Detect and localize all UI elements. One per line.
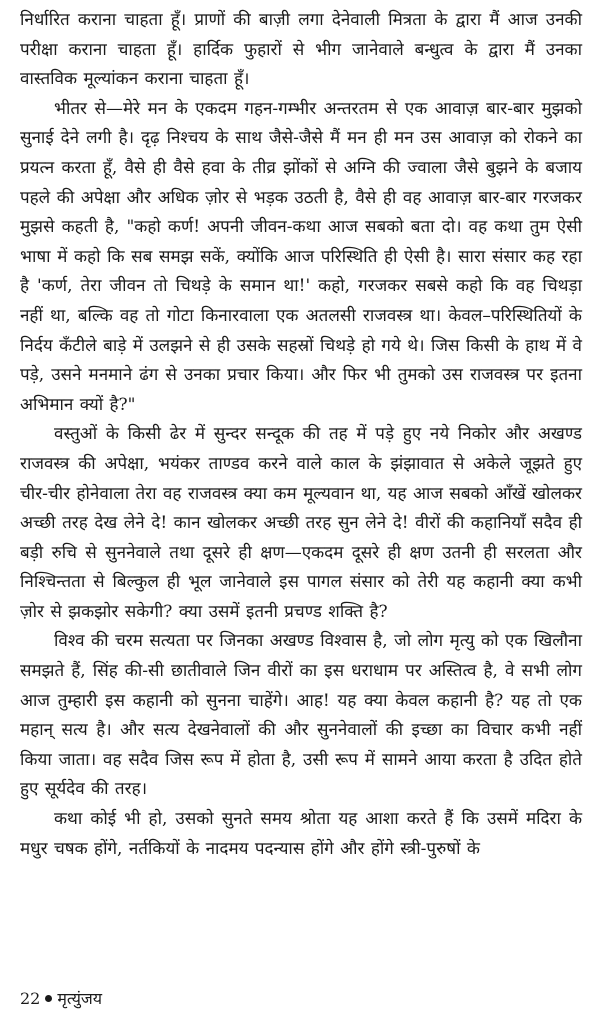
page-body	[20, 6, 582, 864]
paragraph-1: निर्धारित कराना चाहता हूँ। प्राणों की बाज़ी लगा देनेवाली मित्रता के द्वारा मैं आज उनकी परीक्षा कराना चाहता हूँ। हार्दिक फुहारों से भीग जानेवाले बन्धुत्व के द्वारा मैं उनका वास्तविक मूल्यांकन कराना चाहता हूँ।	[20, 10, 582, 90]
paragraph-3: वस्तुओं के किसी ढेर में सुन्दर सन्दूक की तह में पड़े हुए नये निकोर और अखण्ड राजवस्त्र की अपेक्षा, भयंकर ताण्डव करने वाले काल के झंझावात से अकेले जूझते हुए चीर-चीर होनेवाला तेरा वह राजवस्त्र क्या कम मूल्यवान था, यह आज सबको आँखें खोलकर अच्छी तरह देख लेने दे! कान खोलकर अच्छी तरह सुन लेने दे! वीरों की कहानियाँ सदैव ही बड़ी रुचि से सुननेवाले तथा दूसरे ही क्षण—एकदम दूसरे ही क्षण उतनी ही सरलता और निश्चिन्तता से बिल्कुल ही भूल जानेवाले इस पागल संसार को तेरी यह कहानी क्या कभी ज़ोर से झकझोर सकेगी? क्या उसमें इतनी प्रचण्ड शक्ति है?	[20, 424, 582, 622]
paragraph-4: विश्व की चरम सत्यता पर जिनका अखण्ड विश्वास है, जो लोग मृत्यु को एक खिलौना समझते हैं, सिंह की-सी छातीवाले जिन वीरों का इस धराधाम पर अस्तित्व है, वे सभी लोग आज तुम्हारी इस कहानी को सुनना चाहेंगे। आह! यह क्या केवल कहानी है? यह तो एक महान् सत्य है। और सत्य देखनेवालों की और सुननेवालों की इच्छा का विचार कभी नहीं किया जाता। वह सदैव जिस रूप में होता है, उसी रूप में सामने आया करता है उदित होते हुए सूर्यदेव की तरह।	[20, 631, 582, 800]
book-title: मृत्युंजय	[57, 989, 102, 1008]
bullet-separator-icon	[45, 995, 52, 1002]
page-footer	[20, 988, 102, 1010]
page-number: 22	[20, 989, 41, 1008]
paragraph-5: कथा कोई भी हो, उसको सुनते समय श्रोता यह आशा करते हैं कि उसमें मदिरा के मधुर चषक होंगे, नर्तकियों के नादमय पदन्यास होंगे और होंगे स्त्री-पुरुषों के	[20, 809, 582, 859]
paragraph-2: भीतर से—मेरे मन के एकदम गहन-गम्भीर अन्तरतम से एक आवाज़ बार-बार मुझको सुनाई देने लगी है। दृढ़ निश्चय के साथ जैसे-जैसे मैं मन ही मन उस आवाज़ को रोकने का प्रयत्न करता हूँ, वैसे ही वैसे हवा के तीव्र झोंकों से अग्नि की ज्वाला जैसे बुझने के बजाय पहले की अपेक्षा और अधिक ज़ोर से भड़क उठती है, वैसे ही वह आवाज़ बार-बार गरजकर मुझसे कहती है, "कहो कर्ण! अपनी जीवन-कथा आज सबको बता दो। वह कथा तुम ऐसी भाषा में कहो कि सब समझ सकें, क्योंकि आज परिस्थिति ही ऐसी है। सारा संसार कह रहा है 'कर्ण, तेरा जीवन तो चिथड़े के समान था!' कहो, गरजकर सबसे कहो कि वह चिथड़ा नहीं था, बल्कि वह तो गोटा किनारवाला एक अतलसी राजवस्त्र था। केवल–परिस्थितियों के निर्दय कँटीले बाड़े में उलझने से ही उसके सहस्रों चिथड़े हो गये थे। जिस किसी के हाथ में वे पड़े, उसने मनमाने ढंग से उनका प्रचार किया। और फिर भी तुमको उस राजवस्त्र पर इतना अभिमान क्यों है?"	[20, 98, 582, 415]
